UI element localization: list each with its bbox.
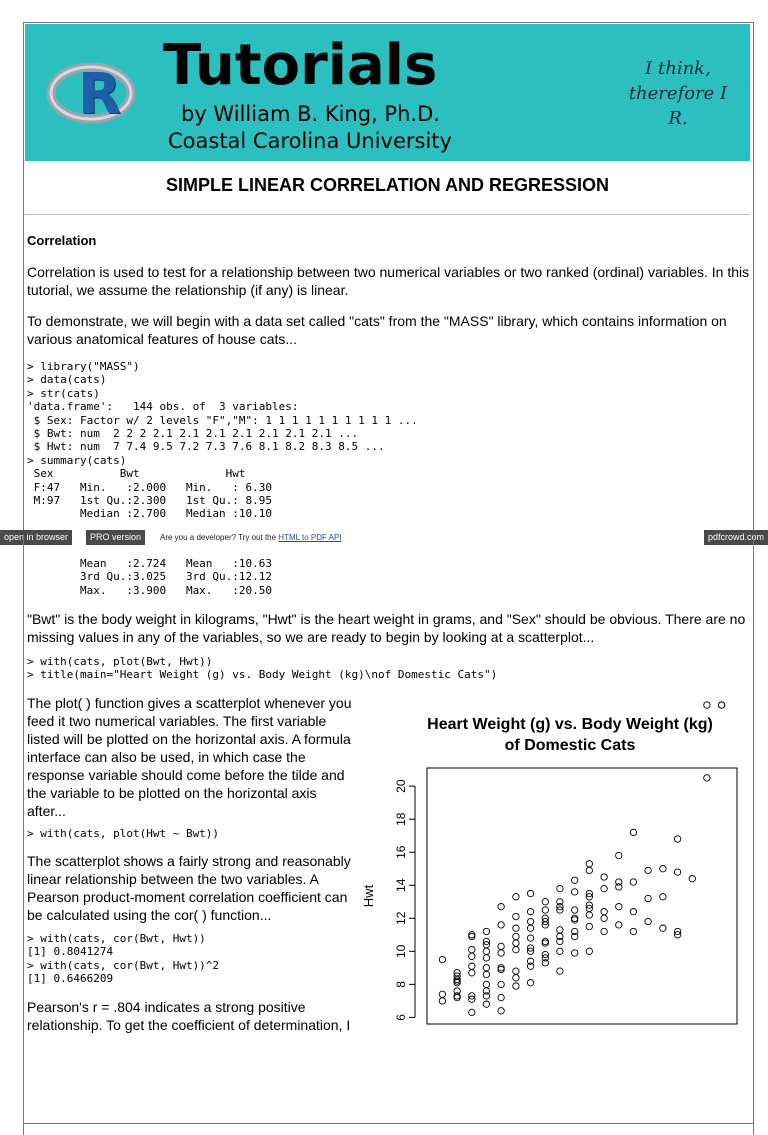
- text-line: missing values in any of the variables, so we are ready to begin by looking at a scatterplot...: [27, 629, 595, 645]
- code-block-structure: > library("MASS") > data(cats) > str(cats) 'data.frame': 144 obs. of 3 variables: $ Sex: Factor w/ 2 levels "F","M": 1 1 1 1 1 1 1 1 1 1 ... $ Bwt: num 2 2 2 2.1 2.1 2.1 2.1 2.1 2.1 2.1 ... $ Hwt: num 7 7.4 9.5 7.2 7.3 7.6 8.1 8.2 8.3 8.5 ... > summary(cats) Sex Bwt Hwt F:47 Min. :2.000 Min. : 6.30 M:97 1st Qu.:2.300 1st Qu.: 8.95 Median :2.700 Median :10.10: [27, 360, 418, 521]
- scatter-point: [483, 948, 489, 954]
- scatter-point: [454, 988, 460, 994]
- scatter-point: [630, 928, 636, 934]
- scatter-point: [513, 983, 519, 989]
- scatter-point: [645, 895, 651, 901]
- scatter-point: [689, 876, 695, 882]
- scatter-point: [498, 950, 504, 956]
- y-tick-label: 12: [394, 911, 408, 925]
- scatter-point: [498, 904, 504, 910]
- chart-title: Heart Weight (g) vs. Body Weight (kg): [427, 716, 713, 733]
- html-to-pdf-link[interactable]: HTML to PDF API: [278, 533, 342, 542]
- scatter-point: [601, 915, 607, 921]
- scatter-point: [513, 913, 519, 919]
- scatter-point: [645, 867, 651, 873]
- quote-line: therefore I: [628, 83, 728, 104]
- scatter-point: [557, 927, 563, 933]
- banner-byline: by William B. King, Ph.D.: [181, 102, 440, 126]
- text-line: Pearson product-moment correlation coefficient can: [27, 889, 348, 905]
- scatter-point: [483, 965, 489, 971]
- y-tick-label: 6: [394, 1014, 408, 1021]
- code-block-plot: > with(cats, plot(Bwt, Hwt)) > title(main="Heart Weight (g) vs. Body Weight (kg)\nof Domestic Cats"): [27, 655, 498, 682]
- r-logo-letter: R: [78, 62, 122, 127]
- y-tick-label: 20: [394, 779, 408, 793]
- scatter-point: [616, 852, 622, 858]
- quote-line: I think,: [645, 58, 711, 79]
- scatter-point: [469, 1009, 475, 1015]
- text-line: "Bwt" is the body weight in kilograms, "Hwt" is the heart weight in grams, and "Sex" should be obvious. There are no: [27, 611, 746, 627]
- y-axis: [394, 779, 415, 1021]
- banner-quote: [618, 56, 738, 131]
- text-line: tutorial, we assume the relationship (if any) is linear.: [27, 282, 349, 298]
- paragraph-intro: [27, 263, 749, 299]
- paragraph-variables: [27, 610, 745, 646]
- scatter-point: [586, 861, 592, 867]
- pdfcrowd-link[interactable]: pdfcrowd.com: [704, 530, 768, 545]
- scatter-point: [527, 890, 533, 896]
- scatter-point: [586, 867, 592, 873]
- scatter-point: [439, 956, 445, 962]
- scatter-point: [527, 925, 533, 931]
- scatter-point: [601, 874, 607, 880]
- scatter-point: [483, 955, 489, 961]
- code-block-summary: Mean :2.724 Mean :10.63 3rd Qu.:3.025 3rd Qu.:12.12 Max. :3.900 Max. :20.50: [79, 557, 273, 597]
- scatter-point: [704, 775, 710, 781]
- scatter-point: [572, 907, 578, 913]
- scatter-point: [513, 947, 519, 953]
- scatter-point: [483, 993, 489, 999]
- scatter-point: [513, 925, 519, 931]
- scatter-point: [542, 899, 548, 905]
- chart-subtitle: of Domestic Cats: [504, 737, 636, 754]
- scatter-point: [630, 879, 636, 885]
- open-in-browser-button[interactable]: open in browser: [0, 530, 72, 545]
- text-line: Pearson's r = .804 indicates a strong positive: [27, 999, 306, 1015]
- scatter-point: [660, 866, 666, 872]
- text-line: interface can also be used, in which case the: [27, 749, 306, 765]
- text-line: feed it two numerical variables. The first variable: [27, 713, 327, 729]
- scatter-point: [527, 980, 533, 986]
- code-block-formula: > with(cats, plot(Hwt ~ Bwt)): [27, 827, 220, 840]
- text-line: The plot( ) function gives a scatterplot whenever you: [27, 695, 352, 711]
- pdf-page-2: [0, 545, 768, 1033]
- scatter-point: [542, 907, 548, 913]
- scatter-point: [469, 947, 475, 953]
- scatter-point: [660, 925, 666, 931]
- text-line: To demonstrate, we will begin with a data set called "cats" from the "MASS" library, which contains information on: [27, 313, 727, 329]
- scatter-point: [557, 968, 563, 974]
- divider: [25, 214, 750, 215]
- scatter-point: [674, 869, 680, 875]
- scatter-point: [469, 953, 475, 959]
- paragraph-pearson: [27, 998, 350, 1034]
- scatter-point: [586, 912, 592, 918]
- scatter-point: [572, 877, 578, 883]
- scatter-point: [586, 923, 592, 929]
- section-heading: Correlation: [27, 233, 97, 248]
- promo-text: Are you a developer? Try out the: [160, 533, 279, 542]
- scatter-point: [601, 909, 607, 915]
- scatter-point: [469, 963, 475, 969]
- text-line: the variable to be plotted on the horizontal axis: [27, 785, 317, 801]
- paragraph-demo: [27, 312, 727, 348]
- y-tick-label: 10: [394, 944, 408, 959]
- code-block-cor: > with(cats, cor(Bwt, Hwt)) [1] 0.8041274 > with(cats, cor(Bwt, Hwt))^2 [1] 0.6466209: [27, 932, 220, 986]
- text-line: be calculated using the cor( ) function...: [27, 907, 272, 923]
- y-tick-label: 14: [394, 878, 408, 892]
- scatter-point: [616, 904, 622, 910]
- scatter-point: [645, 918, 651, 924]
- scatter-point: [660, 894, 666, 900]
- y-tick-label: 16: [394, 845, 408, 859]
- scatter-point: [498, 1008, 504, 1014]
- scatter-point: [674, 836, 680, 842]
- plot-box: [427, 768, 737, 1024]
- scatter-point: [513, 933, 519, 939]
- scatter-point: [483, 981, 489, 987]
- page-title: SIMPLE LINEAR CORRELATION AND REGRESSION: [165, 175, 610, 195]
- text-line: after...: [27, 803, 66, 819]
- paragraph-plot-function: [27, 694, 352, 820]
- scatter-point: [527, 918, 533, 924]
- scatter-point: [483, 928, 489, 934]
- scatter-point: [498, 981, 504, 987]
- scatter-point: [483, 971, 489, 977]
- pdf-page-1: [0, 0, 768, 530]
- scatter-point: [630, 829, 636, 835]
- scatter-point: [557, 948, 563, 954]
- scatter-point: [483, 1001, 489, 1007]
- scatter-point: [572, 950, 578, 956]
- scatter-point: [616, 884, 622, 890]
- scatter-point: [469, 970, 475, 976]
- scatter-point: [601, 928, 607, 934]
- y-axis-label: Hwt: [361, 884, 376, 908]
- scatter-point: [586, 948, 592, 954]
- pro-version-button[interactable]: PRO version: [86, 530, 145, 545]
- text-line: response variable should come before the tilde and: [27, 767, 345, 783]
- scatter-point: [527, 935, 533, 941]
- scatter-point: [439, 991, 445, 997]
- scatter-point: [601, 885, 607, 891]
- scatter-point: [498, 922, 504, 928]
- scatter-point: [439, 998, 445, 1004]
- scatter-point: [498, 994, 504, 1000]
- text-line: linear relationship between the two variables. A: [27, 871, 319, 887]
- scatter-point: [572, 889, 578, 895]
- scatter-point: [498, 943, 504, 949]
- paragraph-scatter: [27, 852, 351, 924]
- scatterplot-chart: [355, 705, 745, 1024]
- banner-university: Coastal Carolina University: [168, 129, 452, 153]
- scatter-point: [616, 922, 622, 928]
- text-line: Correlation is used to test for a relationship between two numerical variables or two ranked (ordinal) variables. In this: [27, 264, 750, 280]
- scatter-point: [513, 968, 519, 974]
- quote-line: R.: [668, 108, 688, 129]
- scatter-point: [630, 909, 636, 915]
- text-line: The scatterplot shows a fairly strong and reasonably: [27, 853, 351, 869]
- scatter-point: [513, 975, 519, 981]
- y-tick-label: 18: [394, 812, 408, 826]
- scatter-point: [527, 909, 533, 915]
- scatter-point: [557, 938, 563, 944]
- scatter-point: [513, 940, 519, 946]
- text-line: various anatomical features of house cats...: [27, 331, 298, 347]
- scatter-point: [557, 885, 563, 891]
- banner-title: Tutorials: [163, 33, 438, 98]
- text-line: listed will be plotted on the horizontal axis. A formula: [27, 731, 351, 747]
- y-tick-label: 8: [394, 981, 408, 988]
- text-line: relationship. To get the coefficient of determination, I: [27, 1017, 351, 1033]
- scatter-point: [513, 894, 519, 900]
